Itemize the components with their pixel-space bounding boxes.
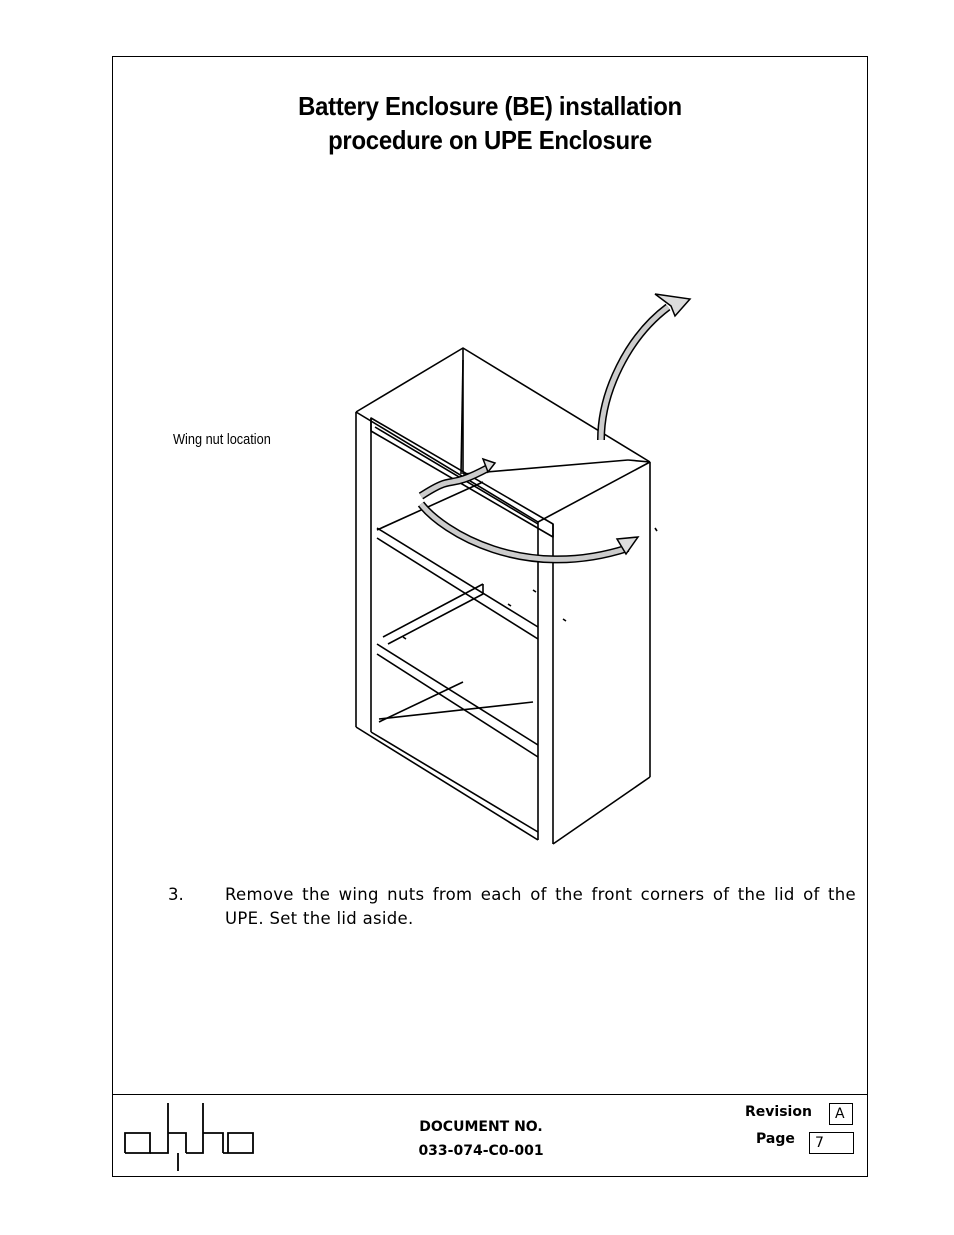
- page-frame: [112, 56, 868, 1177]
- revision-label: Revision: [745, 1104, 812, 1120]
- lift-arrow: [601, 294, 690, 440]
- document-label: DOCUMENT NO.: [419, 1119, 543, 1135]
- page-title: [143, 89, 837, 157]
- revision-value: A: [829, 1103, 853, 1125]
- document-number-block: [381, 1115, 581, 1163]
- document-footer: [113, 1094, 867, 1177]
- page-value: 7: [809, 1132, 854, 1154]
- step-number: 3.: [168, 885, 184, 904]
- step-text: Remove the wing nuts from each of the front corners of the lid of the UPE. Set the lid aside.: [225, 885, 856, 928]
- wing-nut-callout-label: Wing nut location: [173, 431, 271, 448]
- title-line-1: Battery Enclosure (BE) installation: [298, 91, 682, 121]
- alpha-logo: [123, 1101, 255, 1173]
- enclosure-top-front-edge: [356, 412, 538, 522]
- title-line-2: procedure on UPE Enclosure: [328, 125, 652, 155]
- page-label: Page: [756, 1131, 795, 1147]
- document-number: 033-074-C0-001: [418, 1143, 544, 1159]
- enclosure-illustration: [283, 232, 803, 872]
